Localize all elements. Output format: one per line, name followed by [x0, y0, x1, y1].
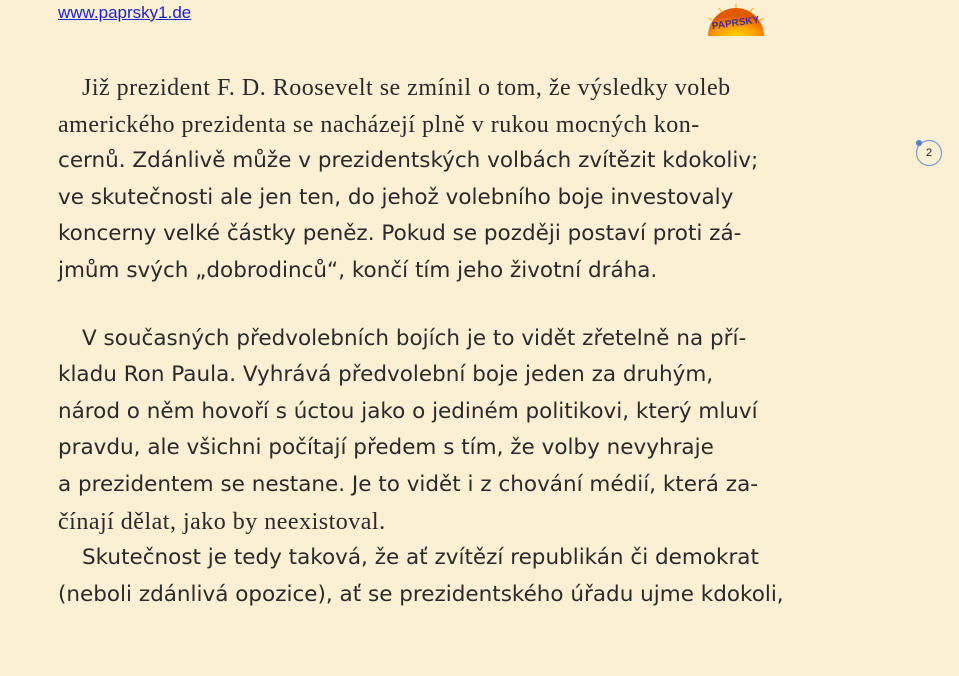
site-link[interactable]: www.paprsky1.de	[58, 3, 192, 22]
text-line: Již prezident F. D. Roosevelt se zmínil o tom, že výsledky voleb	[82, 75, 731, 101]
text-line: národ o něm hovoří s úctou jako o jediném politikovi, který mluví	[58, 398, 758, 424]
text-line: ve skutečnosti ale jen ten, do jehož volebního boje investovaly	[58, 184, 734, 210]
text-line: koncerny velké částky peněz. Pokud se později postaví proti zá-	[58, 221, 742, 247]
text-line: čínají dělat, jako by neexistoval.	[58, 508, 386, 535]
page-number: 2	[925, 147, 933, 159]
paragraph-3	[58, 540, 896, 613]
text-line: cernů. Zdánlivě může v prezidentských volbách zvítězit kdokoliv;	[58, 148, 759, 174]
text-line: kladu Ron Paula. Vyhrává předvolební boje jeden za druhým,	[58, 362, 714, 388]
paprsky-logo-icon	[704, 4, 768, 38]
document-body	[58, 70, 896, 613]
text-line: amerického prezidenta se nacházejí plně v rukou mocných kon-	[58, 111, 700, 138]
logo-text: PAPRSKY	[711, 14, 760, 33]
text-line: (neboli zdánlivá opozice), ať se prezidentského úřadu ujme kdokoli,	[58, 581, 784, 607]
text-line: pravdu, ale všichni počítají předem s tím, že volby nevyhraje	[58, 435, 714, 461]
text-line: V současných předvolebních bojích je to vidět zřetelně na pří-	[82, 325, 747, 351]
text-line: Skutečnost je tedy taková, že ať zvítězí republikán či demokrat	[82, 545, 759, 571]
text-line: a prezidentem se nestane. Je to vidět i z chování médií, která za-	[58, 471, 759, 497]
paragraph-1	[58, 70, 896, 290]
paragraph-2	[58, 321, 896, 541]
text-line: jmům svých „dobrodinců“, končí tím jeho životní dráha.	[58, 257, 658, 283]
